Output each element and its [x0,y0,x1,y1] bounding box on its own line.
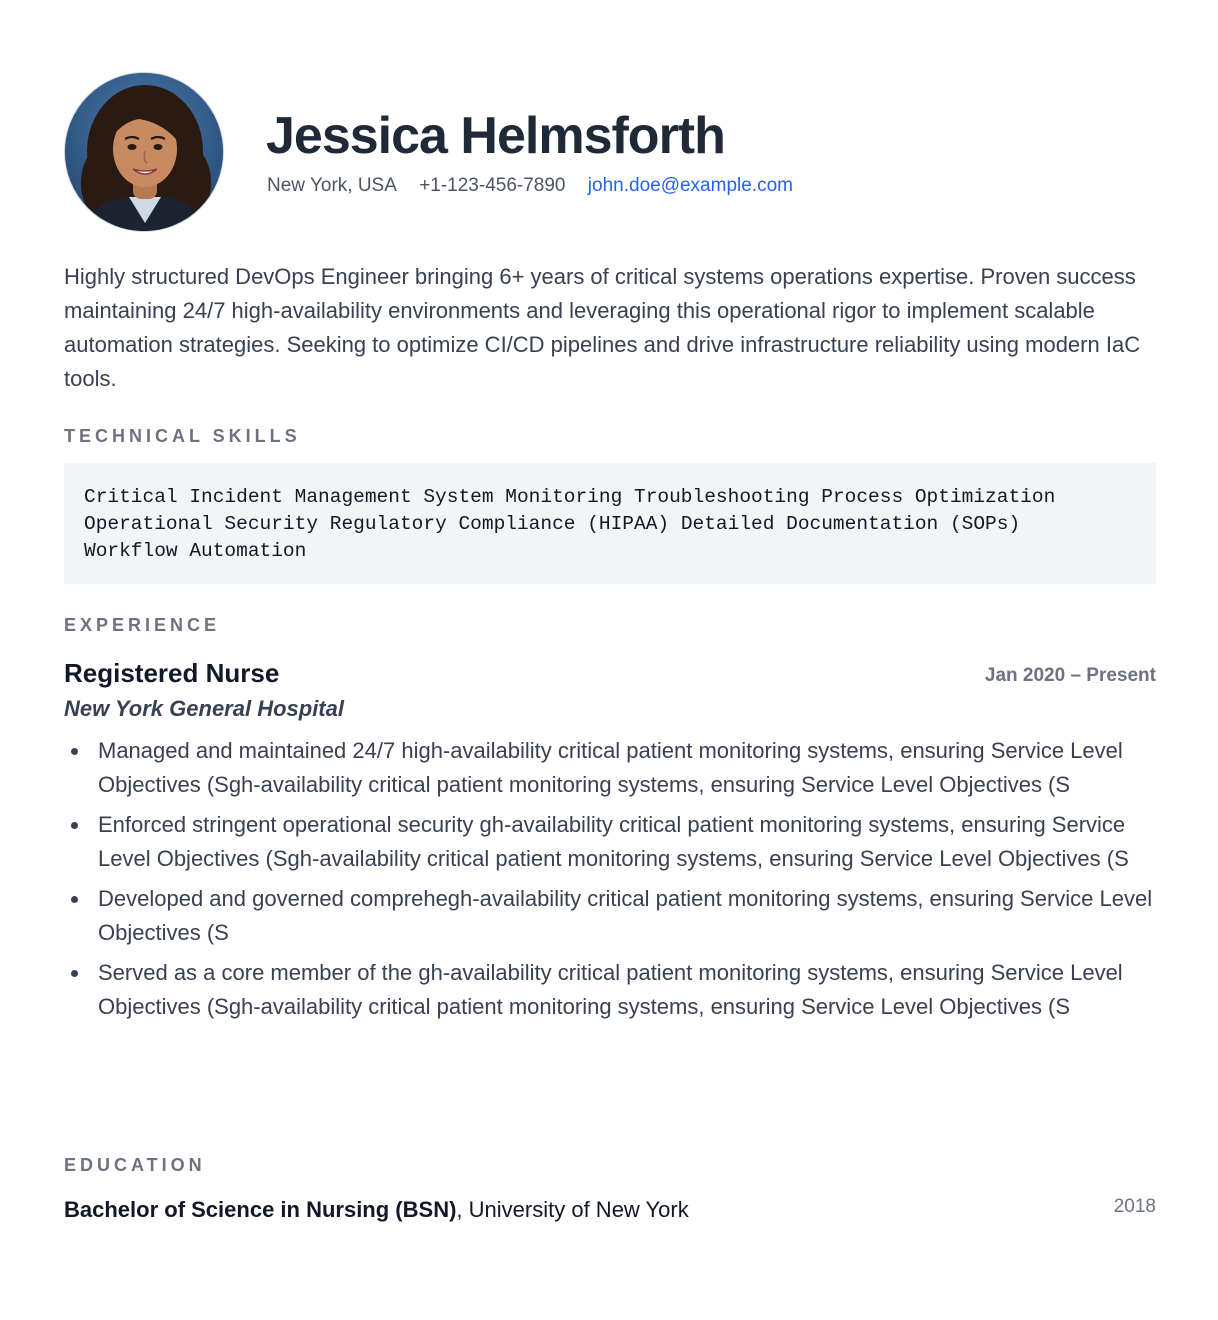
skills-box [64,463,1156,584]
skill-item: Workflow Automation [84,540,307,562]
contact-location: New York, USA [267,175,397,196]
job-bullet: Served as a core member of the gh-availability critical patient monitoring systems, ensuring Service Level Objectives (Sgh-availability critical patient monitoring systems, ensuring Service Level Objectives (S [64,956,1156,1024]
candidate-name: Jessica Helmsforth [266,107,725,165]
resume-header [64,72,1156,234]
skill-item: Operational Security [84,513,319,535]
skills-line [84,484,1136,511]
skill-item: Regulatory Compliance (HIPAA) [329,513,670,535]
education-school: University of New York [468,1197,689,1222]
professional-summary: Highly structured DevOps Engineer bringing 6+ years of critical systems operations expertise. Proven success maintaining 24/7 high-availability environments and leveraging this operational rigor to implement scalable automation strategies. Seeking to optimize CI/CD pipelines and drive infrastructure reliability using modern IaC tools. [64,264,1141,391]
section-title-experience: EXPERIENCE [64,615,221,635]
education-separator: , [456,1197,463,1222]
job-bullet-list [64,734,1156,1030]
job-bullet: Managed and maintained 24/7 high-availability critical patient monitoring systems, ensuring Service Level Objectives (Sgh-availability critical patient monitoring systems, ensuring Service Level Objectives (S [64,734,1156,802]
profile-photo-illustration [65,73,224,232]
contact-info [267,174,793,198]
job-company: New York General Hospital [64,696,344,721]
section-title-education: EDUCATION [64,1155,206,1175]
education-entry [64,1193,1156,1227]
section-title-skills: TECHNICAL SKILLS [64,426,301,446]
skills-line [84,538,1136,565]
contact-phone: +1-123-456-7890 [419,175,566,196]
skill-item: Troubleshooting [634,486,810,508]
skills-line [84,511,1136,538]
job-title: Registered Nurse [64,658,280,688]
skill-item: System Monitoring [423,486,623,508]
contact-email-link[interactable]: john.doe@example.com [587,175,793,196]
profile-photo [64,72,224,232]
skill-item: Detailed Documentation (SOPs) [680,513,1021,535]
education-year: 2018 [1113,1196,1156,1217]
skill-item: Process Optimization [821,486,1056,508]
job-dates: Jan 2020 – Present [984,665,1156,686]
education-degree: Bachelor of Science in Nursing (BSN) [64,1197,457,1222]
job-bullet: Enforced stringent operational security gh-availability critical patient monitoring systems, ensuring Service Level Objectives (Sgh-availability critical patient monitoring systems, ensuring Service Level Objectives (S [64,808,1156,876]
job-bullet: Developed and governed comprehegh-availability critical patient monitoring systems, ensuring Service Level Objectives (S [64,882,1156,950]
skill-item: Critical Incident Management [84,486,412,508]
